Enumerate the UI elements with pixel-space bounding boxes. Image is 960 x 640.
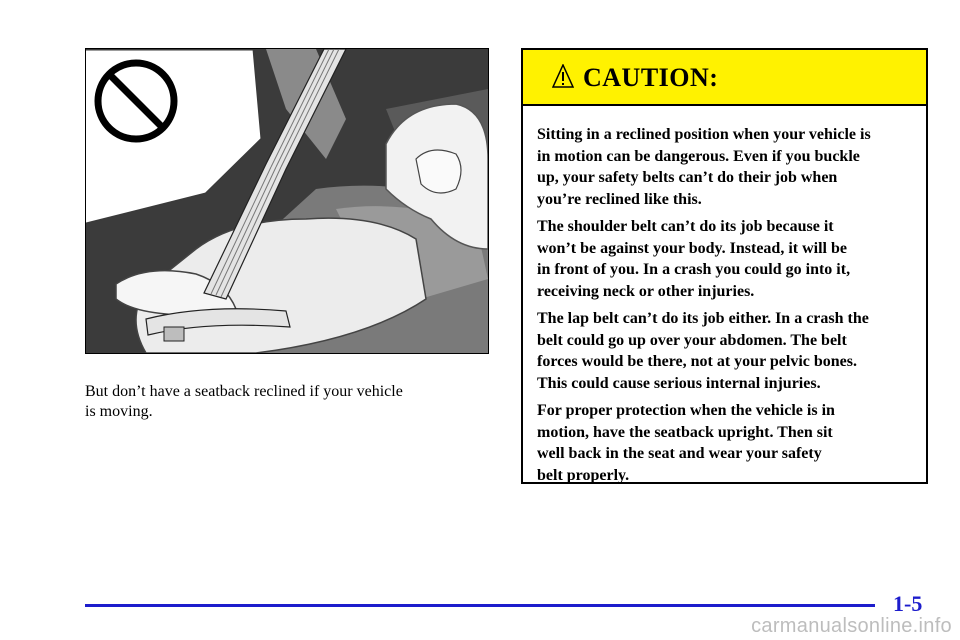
caution-line: won’t be against your body. Instead, it will be (537, 239, 847, 257)
caution-paragraph (537, 124, 912, 210)
caution-line: belt could go up over your abdomen. The belt (537, 331, 847, 349)
warning-triangle-icon (552, 64, 574, 88)
caution-line: Sitting in a reclined position when your vehicle is (537, 126, 871, 143)
body-line: is moving. (85, 403, 153, 420)
caution-line: For proper protection when the vehicle is in (537, 402, 835, 419)
reclined-seat-illustration (85, 48, 489, 354)
caution-line: receiving neck or other injuries. (537, 282, 755, 300)
caution-line: well back in the seat and wear your safety (537, 445, 822, 462)
caution-body (523, 106, 926, 486)
watermark: carmanualsonline.info (751, 615, 952, 637)
footer-rule (85, 604, 875, 607)
caution-paragraph (537, 216, 912, 302)
caution-paragraph (537, 308, 912, 394)
caution-paragraph (537, 400, 912, 486)
caution-line: in front of you. In a crash you could go into it, (537, 261, 851, 278)
prohibition-icon (98, 63, 174, 139)
caution-line: The shoulder belt can’t do its job because it (537, 218, 834, 235)
body-line: But don’t have a seatback reclined if your vehicle (85, 383, 403, 400)
caution-line: belt properly. (537, 466, 630, 484)
caution-title: CAUTION: (583, 63, 719, 92)
caution-header (523, 50, 926, 106)
caution-line: in motion can be dangerous. Even if you buckle (537, 147, 860, 165)
caution-box (521, 48, 928, 484)
caution-line: motion, have the seatback upright. Then sit (537, 423, 833, 441)
page-number: 1-5 (893, 591, 923, 616)
caution-line: The lap belt can’t do its job either. In a crash the (537, 310, 869, 327)
caution-line: you’re reclined like this. (537, 190, 702, 208)
caution-line: forces would be there, not at your pelvic bones. (537, 353, 857, 370)
body-paragraph (85, 382, 465, 422)
caution-line: This could cause serious internal injuries. (537, 374, 821, 392)
caution-line: up, your safety belts can’t do their job when (537, 169, 838, 186)
